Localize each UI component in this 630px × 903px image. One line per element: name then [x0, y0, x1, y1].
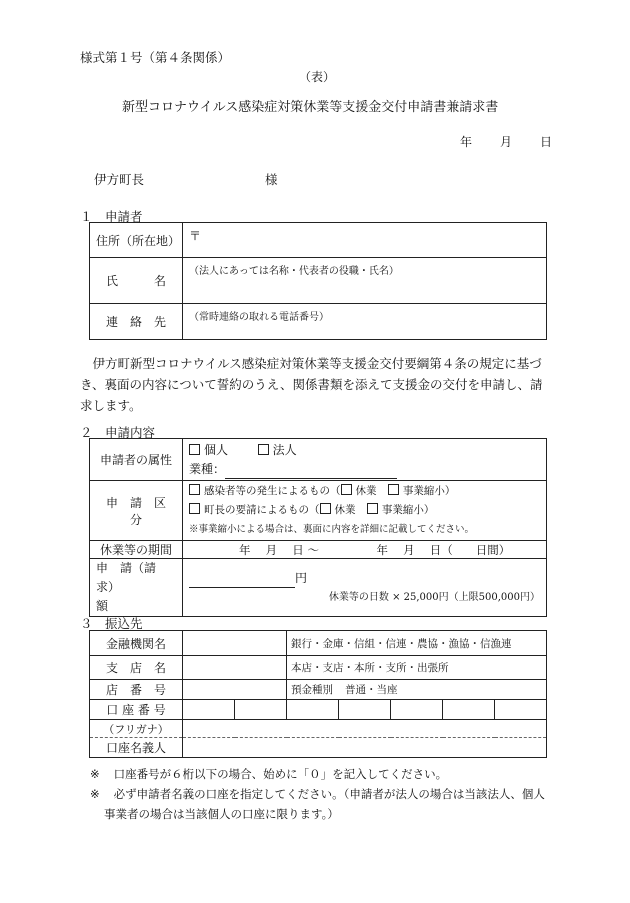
holder-label: 口座名義人 [90, 738, 183, 758]
declaration-text: 伊方町新型コロナウイルス感染症対策休業等支援金交付要綱第４条の規定に基づき、裏面の内容について誓約のうえ、関係書類を添えて支援金の交付を申請し、請求します。 [80, 356, 543, 413]
amount-field[interactable] [189, 573, 295, 588]
contact-label: 連 絡 先 [90, 304, 183, 340]
postal-mark: 〒 [189, 229, 202, 243]
note1-mark: ※ [90, 767, 100, 781]
address-field[interactable] [183, 223, 547, 258]
branch-label: 支 店 名 [90, 656, 183, 680]
amount-label-2: 額 [96, 599, 109, 613]
name-label: 氏 名 [90, 258, 183, 304]
amount-unit: 円 [295, 570, 308, 585]
period-label: 休業等の期間 [90, 541, 183, 559]
period-field[interactable]: 年 月 日 〜 年 月 日（ 日間） [183, 541, 547, 559]
side-label: （表） [299, 70, 336, 84]
category-note: ※事業縮小による場合は、裏面に内容を詳細に記載してください。 [189, 524, 475, 535]
form-number: 様式第１号（第４条関係） [80, 50, 231, 65]
name-note: （法人にあっては名称・代表者の役職・氏名） [189, 266, 399, 277]
business-type-label: 業種： [189, 461, 226, 476]
cat2-label: 町長の要請によるもの（ [204, 504, 320, 516]
cat1-reduce-checkbox[interactable] [388, 484, 399, 495]
holder-field[interactable] [183, 738, 547, 758]
request-heading: ２ 申請内容 [80, 425, 156, 440]
applicant-heading: １ 申請者 [80, 209, 143, 224]
cat1-closure-checkbox[interactable] [341, 484, 352, 495]
cat2-reduce-label: 事業縮小） [381, 504, 435, 516]
category-label: 申 請 区 分 [90, 481, 183, 541]
request-table [89, 438, 547, 617]
date-year: 年 [460, 135, 473, 149]
acct-digit-1[interactable] [183, 700, 235, 720]
amount-label: 申 請（請求） [96, 561, 157, 594]
acct-digit-3[interactable] [287, 700, 339, 720]
acct-digit-6[interactable] [443, 700, 495, 720]
acct-digit-7[interactable] [495, 700, 547, 720]
addressee: 伊方町長 [94, 172, 145, 187]
furigana-label: （フリガナ） [90, 720, 183, 738]
branch-name-field[interactable] [183, 656, 287, 680]
corporation-label: 法人 [272, 442, 297, 457]
cat2-checkbox[interactable] [189, 503, 200, 514]
contact-field[interactable] [183, 304, 547, 340]
furigana-field[interactable] [183, 720, 547, 738]
cat1-closure-label: 休業 [355, 485, 377, 497]
date-month: 月 [500, 135, 513, 149]
bank-table [89, 630, 547, 758]
contact-note: （常時連絡の取れる電話番号） [189, 312, 329, 323]
inst-name-field[interactable] [183, 631, 287, 656]
cat2-closure-label: 休業 [334, 504, 356, 516]
acct-digit-2[interactable] [235, 700, 287, 720]
addressee-suffix: 様 [265, 172, 278, 187]
store-no-field[interactable] [183, 680, 287, 700]
note2-text-2: 事業者の場合は当該個人の口座に限ります。） [104, 807, 339, 821]
inst-types: 銀行・金庫・信組・信連・農協・漁協・信漁連 [287, 631, 547, 656]
cat2-reduce-checkbox[interactable] [367, 503, 378, 514]
address-label: 住所（所在地） [90, 223, 183, 258]
individual-checkbox[interactable] [189, 444, 200, 455]
individual-label: 個人 [204, 442, 229, 457]
applicant-table [89, 222, 547, 340]
attr-label: 申請者の属性 [90, 439, 183, 481]
cat1-reduce-label: 事業縮小） [402, 485, 456, 497]
acct-digit-5[interactable] [391, 700, 443, 720]
acct-no-label: 口 座 番 号 [90, 700, 183, 720]
amount-formula: 休業等の日数 × 25,000円（上限500,000円） [328, 591, 540, 603]
deposit-type-label: 預金種別 [291, 684, 333, 696]
corporation-checkbox[interactable] [258, 444, 269, 455]
cat1-checkbox[interactable] [189, 484, 200, 495]
name-field[interactable] [183, 258, 547, 304]
note1-text: 口座番号が６桁以下の場合、始めに「０」を記入してください。 [113, 767, 448, 781]
inst-label: 金融機関名 [90, 631, 183, 656]
date-day: 日 [540, 135, 553, 149]
note2-text-1: 必ず申請者名義の口座を指定してください。（申請者が法人の場合は当該法人、個人 [113, 787, 545, 801]
page-title: 新型コロナウイルス感染症対策休業等支援金交付申請書兼請求書 [122, 100, 499, 115]
branch-types: 本店・支店・本所・支所・出張所 [287, 656, 547, 680]
bank-heading: ３ 振込先 [80, 616, 143, 631]
cat1-label: 感染者等の発生によるもの（ [204, 485, 341, 497]
acct-digit-4[interactable] [339, 700, 391, 720]
cat2-closure-checkbox[interactable] [320, 503, 331, 514]
store-no-label: 店 番 号 [90, 680, 183, 700]
note2-mark: ※ [90, 787, 100, 801]
business-type-field[interactable] [225, 464, 397, 479]
deposit-types: 普通・当座 [345, 684, 398, 696]
